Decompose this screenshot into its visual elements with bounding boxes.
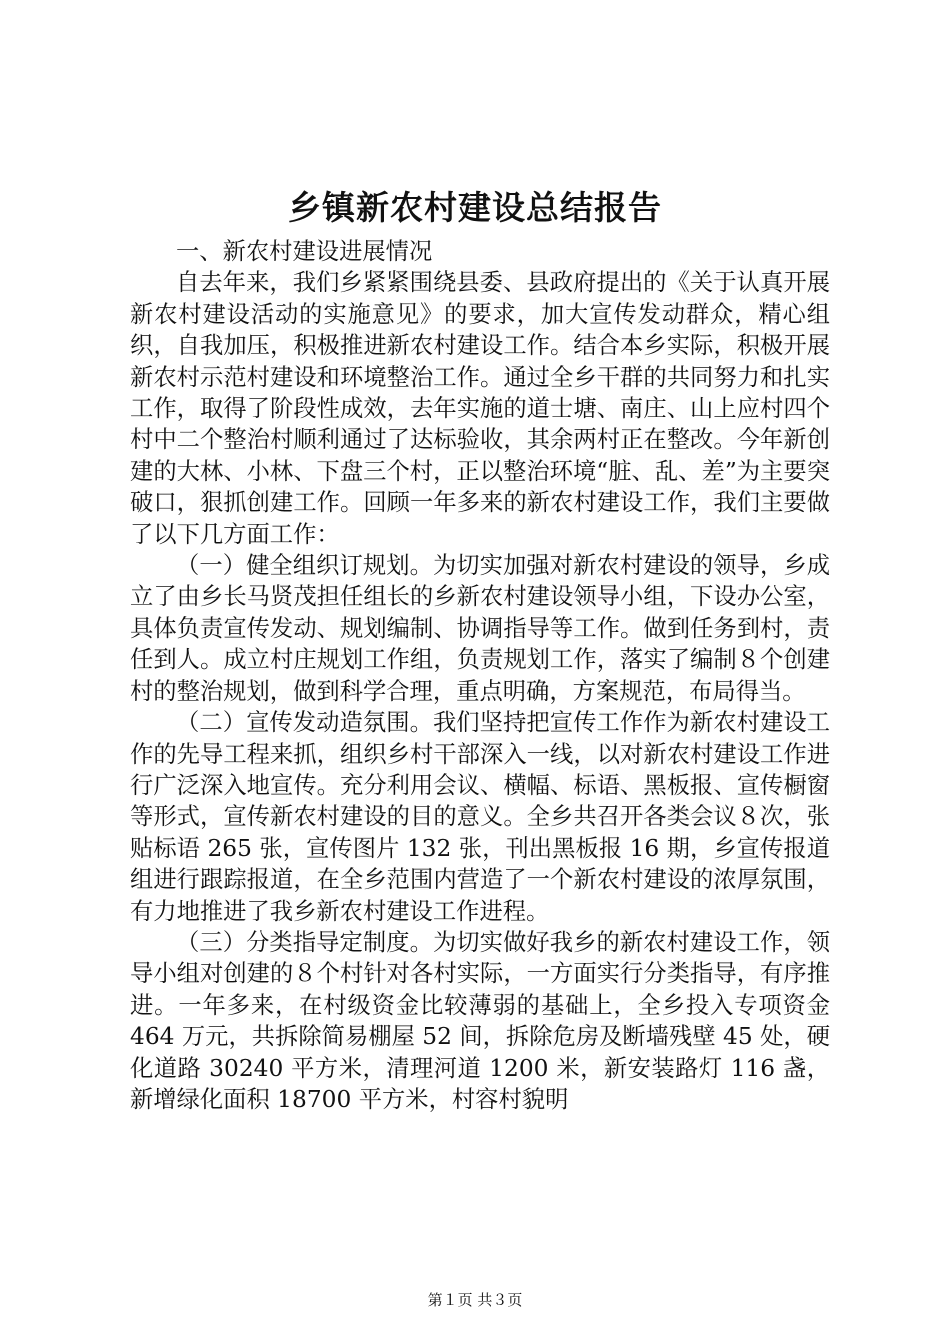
paragraph-publicity: （二）宣传发动造氛围。我们坚持把宣传工作作为新农村建设工作的先导工程来抓，组织乡村干部深入一线，以对新农村建设工作进行广泛深入地宣传。充分利用会议、横幅、标语、黑板报、宣传橱窗等形式，宣传新农村建设的目的意义。全乡共召开各类会议８次，张贴标语 265 张，宣传图片 132 张，刊出黑板报 16 期，乡宣传报道组进行跟踪报道，在全乡范围内营造了一个新农村建设的浓厚氛围，有力地推进了我乡新农村建设工作进程。 — [130, 709, 830, 925]
document-title: 乡镇新农村建设总结报告 — [288, 188, 662, 227]
paragraph-organization: （一）健全组织订规划。为切实加强对新农村建设的领导，乡成立了由乡长马贤茂担任组长的乡新农村建设领导小组，下设办公室，具体负责宣传发动、规划编制、协调指导等工作。做到任务到村，责任到人。成立村庄规划工作组，负责规划工作，落实了编制８个创建村的整治规划，做到科学合理，重点明确，方案规范，布局得当。 — [130, 552, 830, 705]
section-heading: 一、新农村建设进展情况 — [176, 238, 433, 265]
paragraph-intro: 自去年来，我们乡紧紧围绕县委、县政府提出的《关于认真开展新农村建设活动的实施意见》的要求，加大宣传发动群众，精心组织，自我加压，积极推进新农村建设工作。结合本乡实际，积极开展新农村示范村建设和环境整治工作。通过全乡干群的共同努力和扎实工作，取得了阶段性成效，去年实施的道士塘、南庄、山上应村四个村中二个整治村顺利通过了达标验收，其余两村正在整改。今年新创建的大林、小林、下盘三个村，正以整治环境“脏、乱、差”为主要突破口，狠抓创建工作。回顾一年多来的新农村建设工作，我们主要做了以下几方面工作： — [130, 269, 830, 548]
paragraph-guidance: （三）分类指导定制度。为切实做好我乡的新农村建设工作，领导小组对创建的８个村针对各村实际，一方面实行分类指导，有序推进。一年多来，在村级资金比较薄弱的基础上，全乡投入专项资金 464 万元，共拆除简易棚屋 52 间，拆除危房及断墙残壁 45 处，硬化道路 30240 平方米，清理河道 1200 米，新安装路灯 116 盏，新增绿化面积 18700 平方米，村容村貌明 — [130, 928, 830, 1113]
page-footer: 第１页 共３页 — [427, 1291, 523, 1309]
document-body — [130, 236, 830, 1115]
